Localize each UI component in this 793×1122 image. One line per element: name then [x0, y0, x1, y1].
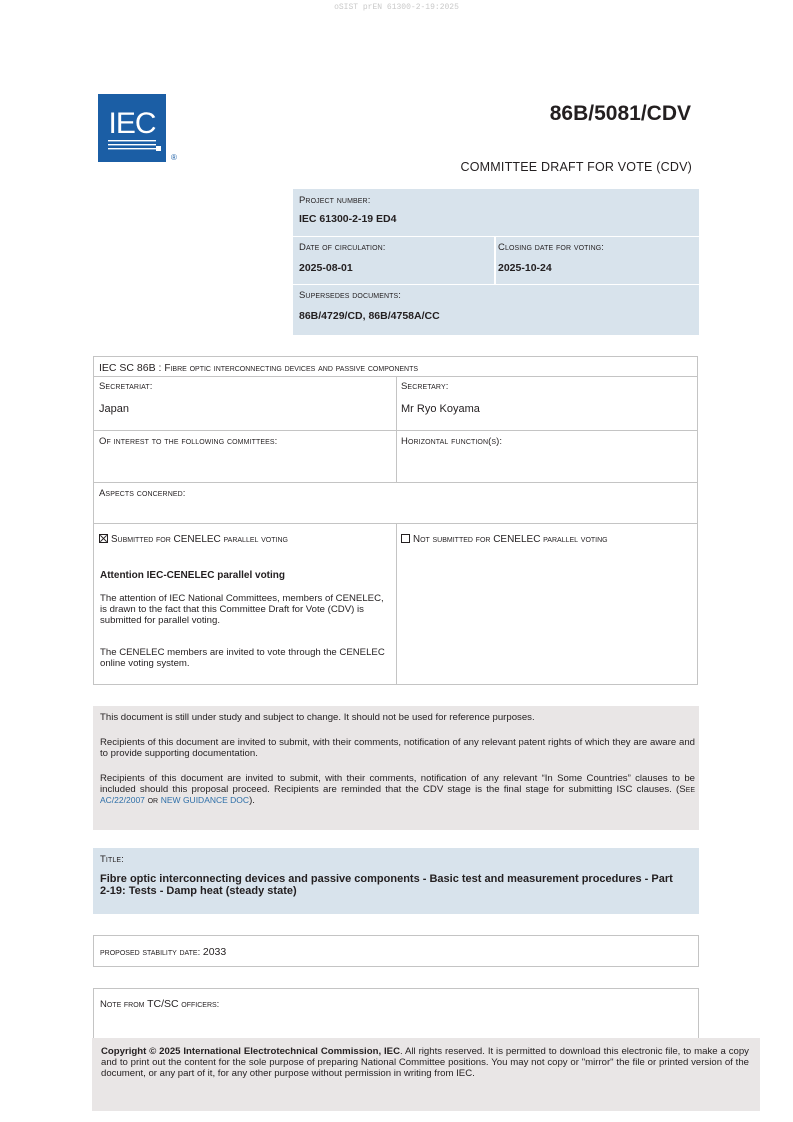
document-title: Fibre optic interconnecting devices and passive components - Basic test and measurement procedures - Part 2-19: Tests - Damp heat (steady state): [100, 873, 673, 897]
notice-patent-rights: Recipients of this document are invited to submit, with their comments, notification of any relevant patent rights of which they are aware and to provide supporting documentation.: [100, 737, 695, 759]
stability-date: [100, 946, 226, 958]
watermark: oSIST prEN 61300-2-19:2025: [334, 3, 459, 12]
guidance-doc-link[interactable]: NEW GUIDANCE DOC: [160, 795, 250, 805]
project-number-value: IEC 61300-2-19 ED4: [299, 213, 397, 225]
interest-committees-label: Of interest to the following committees:: [99, 436, 278, 447]
secretary-label: Secretary:: [401, 381, 449, 392]
copyright-box: [92, 1038, 760, 1111]
horizontal-functions-label: Horizontal function(s):: [401, 436, 503, 447]
aspects-concerned-label: Aspects concerned:: [99, 488, 186, 499]
circulation-date-value: 2025-08-01: [299, 262, 353, 274]
officers-note-label: Note from TC/SC officers:: [100, 998, 220, 1010]
committee-table: [93, 356, 698, 685]
closing-date-value: 2025-10-24: [498, 262, 552, 274]
registered-mark: ®: [171, 153, 177, 162]
copyright-holder: Copyright © 2025 International Electrotechnical Commission, IEC: [101, 1046, 400, 1057]
iec-logo-mark: [98, 94, 182, 166]
stability-date-label: proposed stability date:: [100, 947, 203, 958]
supersedes-label: Supersedes documents:: [299, 290, 402, 301]
document-type: COMMITTEE DRAFT FOR VOTE (CDV): [460, 160, 692, 174]
unchecked-checkbox-icon[interactable]: [401, 534, 410, 543]
title-box: [93, 848, 699, 914]
attention-title: Attention IEC-CENELEC parallel voting: [100, 570, 286, 581]
online-voting-text: The CENELEC members are invited to vote through the CENELEC online voting system.: [100, 647, 385, 669]
committee-name: [99, 362, 418, 374]
attention-text: The attention of IEC National Committees, members of CENELEC, is drawn to the fact that this Committee Draft for Vote (CDV) is submitted for parallel voting.: [100, 593, 384, 626]
committee-title: Fibre optic interconnecting devices and passive components: [164, 363, 419, 374]
secretariat-value: Japan: [99, 403, 129, 415]
not-submitted-option[interactable]: Not submitted for CENELEC parallel voting: [401, 534, 608, 545]
checked-checkbox-icon[interactable]: [99, 534, 108, 543]
ac-22-2007-link[interactable]: AC/22/2007: [100, 795, 145, 805]
project-info-box: [293, 189, 699, 335]
supersedes-value: 86B/4729/CD, 86B/4758A/CC: [299, 310, 440, 322]
project-number-label: Project number:: [299, 195, 371, 206]
committee-code: IEC SC 86B :: [99, 362, 165, 374]
closing-date-label: Closing date for voting:: [498, 242, 605, 253]
circulation-date-label: Date of circulation:: [299, 242, 386, 253]
document-reference: 86B/5081/CDV: [549, 102, 691, 125]
submitted-option[interactable]: Submitted for CENELEC parallel voting: [99, 534, 288, 545]
stability-date-value: 2033: [202, 946, 227, 958]
notice-box: [93, 706, 699, 830]
logo-text: IEC: [108, 107, 156, 140]
secretariat-label: Secretariat:: [99, 381, 153, 392]
notice-reference-warning: This document is still under study and subject to change. It should not be used for reference purposes.: [100, 712, 535, 723]
title-label: Title:: [100, 854, 124, 865]
notice-isc-clauses: Recipients of this document are invited to submit, with their comments, notification of any relevant “In Some Countries” clauses to be included should this proposal proceed. Recipients are reminded that the CDV stage is the final stage for submitting ISC clauses. (See AC/22/2007 or NEW GUIDANCE DOC).: [100, 773, 695, 806]
iec-logo: [98, 94, 177, 162]
stability-date-box: [93, 935, 699, 967]
copyright-text: Copyright © 2025 International Electrotechnical Commission, IEC. All rights reserved. It is permitted to download this electronic file, to make a copy and to print out the content for the sole purpose of preparing National Committee positions. You may not copy or "mirror" the file or printed version of the document, or any part of it, for any other purpose without permission in writing from IEC.: [101, 1046, 749, 1079]
secretary-value: Mr Ryo Koyama: [401, 403, 480, 415]
